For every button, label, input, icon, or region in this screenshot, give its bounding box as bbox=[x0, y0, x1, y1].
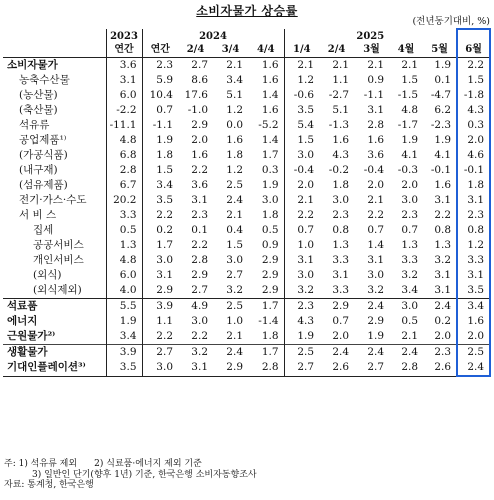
header-year-2025: 2025 bbox=[284, 29, 457, 43]
cell-value: 1.6 bbox=[226, 134, 243, 146]
cell-value: 1.9 bbox=[434, 59, 452, 71]
row-label: (가공식품) bbox=[19, 149, 68, 161]
row-label: 석유류 bbox=[19, 119, 50, 131]
header-col-5: 1/4 bbox=[284, 43, 319, 58]
cell-value: 2.5 bbox=[226, 179, 243, 191]
row-label: 집세 bbox=[33, 224, 54, 236]
cell-value: 4.0 bbox=[106, 283, 142, 299]
cell-value: 3.9 bbox=[142, 299, 178, 315]
row-label: (축산물) bbox=[19, 104, 58, 116]
cell-value: 1.3 bbox=[401, 239, 419, 251]
cell-value: 2.9 bbox=[191, 269, 208, 281]
cell-value: 2.2 bbox=[434, 209, 452, 221]
cell-value: 2.9 bbox=[367, 315, 385, 327]
cell-value: 2.9 bbox=[261, 269, 279, 281]
cell-value: 3.0 bbox=[142, 360, 178, 376]
table-row bbox=[3, 88, 490, 103]
cell-value: -5.2 bbox=[258, 119, 279, 131]
cell-value: 2.1 bbox=[226, 330, 243, 342]
cell-value: -1.3 bbox=[328, 119, 350, 131]
table-row bbox=[3, 345, 490, 361]
cell-value: 2.0 bbox=[401, 179, 419, 191]
cell-value: 3.4 bbox=[226, 74, 243, 86]
cell-value: 3.2 bbox=[178, 345, 213, 361]
cell-value: 0.8 bbox=[434, 224, 452, 236]
table-row bbox=[3, 178, 490, 193]
cell-value: -0.4 bbox=[284, 163, 319, 178]
cell-value: 2.9 bbox=[191, 119, 208, 131]
cell-value: 0.1 bbox=[434, 74, 452, 86]
cell-value: 2.2 bbox=[142, 329, 178, 345]
header-blank-hl bbox=[457, 29, 490, 43]
cell-value: 3.0 bbox=[284, 148, 319, 163]
cell-value: 2.1 bbox=[401, 330, 419, 342]
cell-value: 0.9 bbox=[261, 239, 279, 251]
cell-value: 1.9 bbox=[284, 329, 319, 345]
cell-value: 4.6 bbox=[457, 148, 490, 163]
cell-value: 5.9 bbox=[142, 73, 178, 88]
header-col-9: 5월 bbox=[423, 43, 457, 58]
cell-value: 0.4 bbox=[226, 224, 243, 236]
cell-value: 3.1 bbox=[457, 268, 490, 283]
cell-value: 2.0 bbox=[434, 330, 452, 342]
cell-value: 2.8 bbox=[248, 360, 284, 376]
cell-value: 3.1 bbox=[434, 284, 452, 296]
cell-value: 17.6 bbox=[184, 89, 208, 101]
cell-value: 3.0 bbox=[367, 269, 385, 281]
cell-value: 1.7 bbox=[142, 238, 178, 253]
cell-value: 3.1 bbox=[367, 254, 385, 266]
cell-value: 2.2 bbox=[191, 239, 208, 251]
cell-value: 4.3 bbox=[457, 103, 490, 118]
cell-value: 6.0 bbox=[106, 88, 142, 103]
cell-value: 2.3 bbox=[284, 299, 319, 315]
cell-value: 2.1 bbox=[401, 59, 419, 71]
header-col-4: 4/4 bbox=[248, 43, 284, 58]
cell-value: 1.8 bbox=[261, 330, 279, 342]
cell-value: 2.7 bbox=[191, 284, 208, 296]
cell-value: 2.1 bbox=[284, 58, 319, 74]
cell-value: 1.1 bbox=[142, 314, 178, 329]
cell-value: 2.3 bbox=[401, 209, 419, 221]
row-label: (외식) bbox=[33, 269, 62, 281]
cell-value: 3.3 bbox=[332, 284, 350, 296]
cell-value: 3.0 bbox=[332, 194, 350, 206]
header-col-3: 3/4 bbox=[213, 43, 248, 58]
cell-value: 2.4 bbox=[457, 360, 490, 376]
cell-value: 1.6 bbox=[261, 104, 279, 116]
cell-value: 1.5 bbox=[142, 163, 178, 178]
header-col-7: 3월 bbox=[354, 43, 389, 58]
cell-value: 1.2 bbox=[284, 73, 319, 88]
cell-value: 0.9 bbox=[367, 74, 385, 86]
cell-value: 1.8 bbox=[457, 178, 490, 193]
cell-value: 3.1 bbox=[142, 268, 178, 283]
header-col-0: 연간 bbox=[106, 43, 142, 58]
cell-value: 1.2 bbox=[457, 238, 490, 253]
cell-value: 2.9 bbox=[319, 299, 354, 315]
cell-value: -1.8 bbox=[457, 88, 490, 103]
cell-value: 2.7 bbox=[226, 269, 243, 281]
cell-value: 3.2 bbox=[226, 284, 243, 296]
cell-value: 2.2 bbox=[284, 208, 319, 223]
cell-value: 0.7 bbox=[142, 103, 178, 118]
cell-value: 4.8 bbox=[106, 133, 142, 148]
table-row bbox=[3, 268, 490, 283]
table-row bbox=[3, 118, 490, 133]
row-label: 근원물가²⁾ bbox=[7, 330, 56, 342]
cell-value: 3.6 bbox=[367, 149, 385, 161]
cell-value: 1.0 bbox=[284, 238, 319, 253]
cell-value: 2.7 bbox=[284, 360, 319, 376]
row-label: 공공서비스 bbox=[33, 239, 84, 251]
row-label: 공업제품¹⁾ bbox=[19, 134, 67, 146]
row-label: (섬유제품) bbox=[19, 179, 68, 191]
cell-value: 2.0 bbox=[284, 178, 319, 193]
row-label: (농산물) bbox=[19, 89, 58, 101]
header-col-8: 4월 bbox=[389, 43, 423, 58]
cell-value: 3.3 bbox=[401, 254, 419, 266]
cell-value: 3.1 bbox=[284, 253, 319, 268]
cell-value: 2.7 bbox=[142, 345, 178, 361]
table-row bbox=[3, 208, 490, 223]
cell-value: 0.8 bbox=[457, 223, 490, 238]
cell-value: 1.6 bbox=[261, 74, 279, 86]
cell-value: 0.3 bbox=[457, 118, 490, 133]
cell-value: 1.1 bbox=[332, 74, 350, 86]
cell-value: 2.2 bbox=[191, 330, 208, 342]
cell-value: 1.2 bbox=[226, 164, 243, 176]
cell-value: 2.2 bbox=[191, 164, 208, 176]
cell-value: 4.9 bbox=[178, 299, 213, 315]
cell-value: 2.0 bbox=[191, 134, 208, 146]
row-label: 석료품 bbox=[3, 299, 106, 315]
cell-value: -0.4 bbox=[363, 164, 385, 176]
cell-value: 3.6 bbox=[106, 58, 142, 74]
cell-value: 2.2 bbox=[142, 208, 178, 223]
cell-value: -1.1 bbox=[142, 118, 178, 133]
cell-value: 0.2 bbox=[434, 315, 452, 327]
row-label: 서 비 스 bbox=[19, 209, 57, 221]
header-blank-2 bbox=[3, 43, 106, 58]
cell-value: 6.8 bbox=[106, 148, 142, 163]
cell-value: 3.9 bbox=[106, 345, 142, 361]
cell-value: 1.6 bbox=[261, 59, 279, 71]
footnote-source: 자료: 통계청, 한국은행 bbox=[4, 480, 94, 490]
header-col-2: 2/4 bbox=[178, 43, 213, 58]
cell-value: 5.4 bbox=[284, 118, 319, 133]
cell-value: 5.5 bbox=[106, 299, 142, 315]
cell-value: 1.9 bbox=[367, 330, 385, 342]
cell-value: 1.2 bbox=[226, 104, 243, 116]
cell-value: -2.2 bbox=[106, 103, 142, 118]
cell-value: 6.0 bbox=[106, 268, 142, 283]
cell-value: 3.0 bbox=[191, 315, 208, 327]
table-row bbox=[3, 163, 490, 178]
cell-value: 2.3 bbox=[142, 58, 178, 74]
cell-value: 3.4 bbox=[142, 178, 178, 193]
table-row bbox=[3, 283, 490, 299]
cell-value: 1.3 bbox=[106, 238, 142, 253]
cell-value: 1.9 bbox=[434, 134, 452, 146]
cell-value: 1.9 bbox=[106, 314, 142, 329]
table-title: 소비자물가 상승률 bbox=[196, 4, 298, 18]
cell-value: 2.2 bbox=[457, 58, 490, 74]
cpi-table bbox=[3, 28, 491, 377]
cell-value: 0.7 bbox=[332, 315, 350, 327]
cell-value: 2.4 bbox=[389, 345, 423, 361]
cell-value: 1.9 bbox=[261, 179, 279, 191]
cell-value: 5.1 bbox=[332, 104, 350, 116]
cell-value: 3.1 bbox=[106, 73, 142, 88]
cell-value: -11.1 bbox=[106, 118, 142, 133]
cell-value: -1.4 bbox=[258, 315, 279, 327]
footnote-1: 주: 1) 석유류 제외 2) 식료품·에너지 제외 기준 bbox=[4, 459, 202, 469]
cell-value: 20.2 bbox=[106, 193, 142, 208]
cell-value: 2.7 bbox=[191, 59, 208, 71]
cell-value: 8.6 bbox=[191, 74, 208, 86]
cell-value: 1.4 bbox=[261, 89, 279, 101]
cell-value: 3.2 bbox=[434, 254, 452, 266]
cell-value: 1.5 bbox=[226, 239, 243, 251]
row-label: 생활물가 bbox=[3, 345, 106, 361]
table-row bbox=[3, 103, 490, 118]
cell-value: 4.3 bbox=[332, 149, 350, 161]
cell-value: 3.6 bbox=[191, 179, 208, 191]
cell-value: 2.1 bbox=[367, 194, 385, 206]
cell-value: 2.9 bbox=[142, 283, 178, 299]
cell-value: 1.3 bbox=[332, 239, 350, 251]
cell-value: 0.7 bbox=[367, 224, 385, 236]
cell-value: 0.5 bbox=[106, 223, 142, 238]
cell-value: 2.1 bbox=[226, 209, 243, 221]
cell-value: 3.2 bbox=[367, 284, 385, 296]
cell-value: -0.2 bbox=[328, 164, 350, 176]
cell-value: 0.1 bbox=[191, 224, 208, 236]
cell-value: -0.6 bbox=[284, 88, 319, 103]
cell-value: 2.9 bbox=[261, 284, 279, 296]
cell-value: 2.6 bbox=[423, 360, 457, 376]
cell-value: 3.4 bbox=[401, 284, 419, 296]
cell-value: 3.1 bbox=[367, 104, 385, 116]
cell-value: 3.4 bbox=[106, 329, 142, 345]
cell-value: 2.2 bbox=[367, 209, 385, 221]
cell-value: 1.4 bbox=[367, 239, 385, 251]
cell-value: 3.4 bbox=[457, 299, 490, 315]
cell-value: 1.4 bbox=[261, 134, 279, 146]
header-year-2023: 2023 bbox=[106, 29, 142, 43]
cell-value: 2.4 bbox=[319, 345, 354, 361]
cell-value: 3.3 bbox=[106, 208, 142, 223]
cell-value: 3.0 bbox=[142, 253, 178, 268]
cell-value: 2.6 bbox=[319, 360, 354, 376]
cell-value: 0.7 bbox=[284, 223, 319, 238]
cell-value: 2.3 bbox=[457, 208, 490, 223]
cell-value: 3.3 bbox=[457, 253, 490, 268]
cell-value: 2.4 bbox=[354, 345, 389, 361]
cell-value: 2.1 bbox=[367, 59, 385, 71]
cell-value: 3.1 bbox=[434, 194, 452, 206]
cell-value: 3.0 bbox=[284, 268, 319, 283]
row-label: (외식제외) bbox=[33, 284, 82, 296]
table-row bbox=[3, 133, 490, 148]
row-label: 에너지 bbox=[7, 315, 38, 327]
cell-value: 4.3 bbox=[284, 314, 319, 329]
cell-value: -0.3 bbox=[397, 164, 419, 176]
cell-value: -2.7 bbox=[328, 89, 350, 101]
cell-value: 4.8 bbox=[401, 104, 419, 116]
cell-value: 0.2 bbox=[142, 223, 178, 238]
cell-value: 3.5 bbox=[457, 283, 490, 299]
cell-value: 2.4 bbox=[226, 194, 243, 206]
cell-value: 3.5 bbox=[106, 360, 142, 376]
cell-value: -4.7 bbox=[430, 89, 452, 101]
cell-value: -1.7 bbox=[397, 119, 419, 131]
table-row bbox=[3, 148, 490, 163]
cell-value: 1.6 bbox=[191, 149, 208, 161]
cell-value: 1.6 bbox=[434, 179, 452, 191]
cell-value: 2.4 bbox=[213, 345, 248, 361]
cell-value: 2.4 bbox=[354, 299, 389, 315]
cell-value: 1.8 bbox=[226, 149, 243, 161]
cell-value: 1.5 bbox=[401, 74, 419, 86]
cell-value: 6.7 bbox=[106, 178, 142, 193]
cell-value: 3.1 bbox=[434, 269, 452, 281]
table-row bbox=[3, 238, 490, 253]
cell-value: 6.2 bbox=[434, 104, 452, 116]
row-label: 개인서비스 bbox=[33, 254, 84, 266]
cell-value: 1.3 bbox=[434, 239, 452, 251]
cell-value: 4.1 bbox=[401, 149, 419, 161]
cell-value: 1.8 bbox=[261, 209, 279, 221]
cell-value: 2.1 bbox=[332, 59, 350, 71]
cell-value: 3.0 bbox=[226, 254, 243, 266]
header-blank bbox=[3, 29, 106, 43]
cell-value: 0.5 bbox=[261, 224, 279, 236]
cell-value: -1.5 bbox=[397, 89, 419, 101]
cell-value: -2.3 bbox=[430, 119, 452, 131]
cell-value: -1.0 bbox=[187, 104, 208, 116]
cell-value: 3.1 bbox=[178, 360, 213, 376]
table-row bbox=[3, 299, 490, 315]
cell-value: 1.6 bbox=[457, 314, 490, 329]
header-col-1: 연간 bbox=[142, 43, 178, 58]
cell-value: 1.0 bbox=[226, 315, 243, 327]
cell-value: 2.1 bbox=[226, 59, 243, 71]
row-label: 기대인플레이션³⁾ bbox=[3, 360, 106, 376]
cell-value: 1.9 bbox=[142, 133, 178, 148]
cell-value: 1.6 bbox=[332, 134, 350, 146]
cell-value: 0.3 bbox=[261, 164, 279, 176]
cell-value: 1.7 bbox=[248, 345, 284, 361]
table-row bbox=[3, 253, 490, 268]
cell-value: 2.3 bbox=[332, 209, 350, 221]
table-row bbox=[3, 58, 490, 74]
cell-value: 3.1 bbox=[332, 269, 350, 281]
cell-value: 4.8 bbox=[106, 253, 142, 268]
cell-value: 2.5 bbox=[457, 345, 490, 361]
cell-value: 2.8 bbox=[389, 360, 423, 376]
cell-value: 4.1 bbox=[434, 149, 452, 161]
cell-value: 1.8 bbox=[332, 179, 350, 191]
cell-value: 0.5 bbox=[401, 315, 419, 327]
cell-value: 0.7 bbox=[401, 224, 419, 236]
cell-value: 5.1 bbox=[226, 89, 243, 101]
cell-value: 10.4 bbox=[142, 88, 178, 103]
cell-value: 2.8 bbox=[367, 119, 385, 131]
cell-value: 3.1 bbox=[457, 193, 490, 208]
cell-value: 1.5 bbox=[457, 73, 490, 88]
header-col-10: 6월 bbox=[457, 43, 490, 58]
cell-value: 3.5 bbox=[284, 103, 319, 118]
cell-value: 1.7 bbox=[261, 149, 279, 161]
cell-value: 3.2 bbox=[284, 283, 319, 299]
cell-value: 2.1 bbox=[284, 193, 319, 208]
cell-value: -0.1 bbox=[430, 164, 452, 176]
cell-value: 1.8 bbox=[142, 148, 178, 163]
cell-value: 3.1 bbox=[191, 194, 208, 206]
cell-value: 3.0 bbox=[389, 299, 423, 315]
cell-value: 3.2 bbox=[401, 269, 419, 281]
cell-value: 2.9 bbox=[213, 360, 248, 376]
cell-value: 2.7 bbox=[354, 360, 389, 376]
row-label: (내구재) bbox=[19, 164, 58, 176]
header-year-2024: 2024 bbox=[142, 29, 284, 43]
row-label: 농축수산물 bbox=[19, 74, 70, 86]
table-row bbox=[3, 329, 490, 345]
cell-value: 3.5 bbox=[142, 193, 178, 208]
header-col-6: 2/4 bbox=[319, 43, 354, 58]
cell-value: 2.5 bbox=[213, 299, 248, 315]
table-row bbox=[3, 360, 490, 376]
cell-value: 0.8 bbox=[332, 224, 350, 236]
cell-value: 3.0 bbox=[261, 194, 279, 206]
cell-value: -1.1 bbox=[363, 89, 385, 101]
cell-value: 2.3 bbox=[423, 345, 457, 361]
cell-value: 2.3 bbox=[191, 209, 208, 221]
cell-value: 0.0 bbox=[226, 119, 243, 131]
cell-value: 2.4 bbox=[423, 299, 457, 315]
cell-value: 2.5 bbox=[284, 345, 319, 361]
table-row bbox=[3, 193, 490, 208]
footnotes bbox=[4, 459, 490, 491]
cell-value: 1.9 bbox=[401, 134, 419, 146]
cell-value: 2.0 bbox=[457, 329, 490, 345]
cell-value: 1.7 bbox=[248, 299, 284, 315]
cell-value: 3.0 bbox=[401, 194, 419, 206]
row-label: 소비자물가 bbox=[7, 59, 58, 71]
cell-value: 1.6 bbox=[367, 134, 385, 146]
cell-value: 2.0 bbox=[457, 133, 490, 148]
row-label: 전기·가스·수도 bbox=[19, 194, 87, 206]
cell-value: 2.0 bbox=[332, 330, 350, 342]
cell-value: 3.3 bbox=[332, 254, 350, 266]
unit-label: (전년동기대비, %) bbox=[412, 16, 490, 27]
table-row bbox=[3, 314, 490, 329]
table-row bbox=[3, 73, 490, 88]
cell-value: 2.0 bbox=[367, 179, 385, 191]
cell-value: 2.9 bbox=[261, 254, 279, 266]
footnote-2: 3) 일반인 단기(향후 1년) 기준, 한국은행 소비자동향조사 bbox=[32, 469, 257, 480]
cell-value: 1.5 bbox=[284, 133, 319, 148]
table-row bbox=[3, 223, 490, 238]
cell-value: 2.8 bbox=[106, 163, 142, 178]
cell-value: 2.8 bbox=[191, 254, 208, 266]
cell-value: -0.1 bbox=[457, 163, 490, 178]
